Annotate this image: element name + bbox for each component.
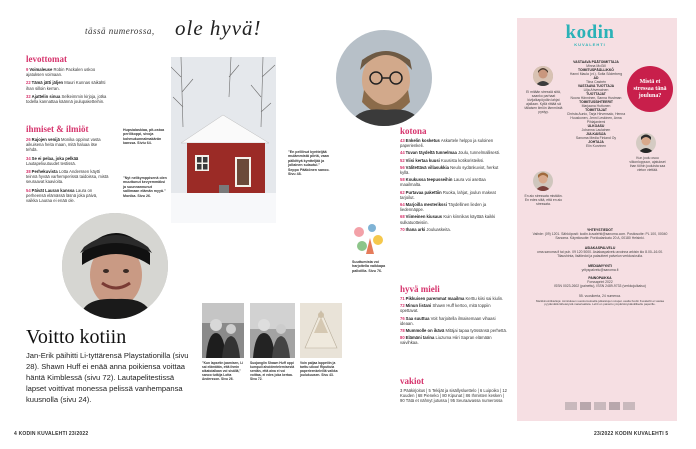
list-item[interactable]: 38Perhekuvista Lotta Anderssen käytti teinnä hyvää varhemperissä taidoissa, mistä seuraavat kaavioita.: [26, 169, 109, 185]
list-item[interactable]: 76Saa suuttua Voit harjoitella ilmaisemaan vihaasi ideaan.: [400, 315, 496, 326]
caption-shawn: Suojangiin Shawn Huff oppi kumpuli ahoidentelemisestä sentän, että aina ei voi voittaa, ei edes joka kertaa. Sivu 72.: [250, 361, 295, 381]
cert-icon: [623, 402, 635, 410]
footer-right: 23/2022 KODIN KUVALEHTI 5: [594, 431, 669, 437]
section-vakiot: [400, 376, 508, 404]
header: [85, 16, 285, 50]
avatar: [636, 133, 656, 153]
section-title: ihmiset & ilmiöt: [26, 124, 89, 134]
staff-quote-1: Ei mitään stressiä siitä, saanko parhaat kivijalkapöydän lahjat ajallaan. Kyllä riittää sä tällaisen ilmiön lämmöstä pystyy.: [524, 90, 563, 114]
feature-title: Voitto kotiin: [26, 326, 127, 348]
vakiot-list: 3 Pääkirjoitus | 5 Tekijät ja sisällysluettelo | 6 Luipoiko | 12 Kuuden | 68 Pieneko | 80 Kipunat | 86 Ihmisten kesken | 90 Tätä et nähnyt jutussa | 95 Seuraavassa numerossa: [400, 388, 507, 404]
feature-lead: Jan-Erik päihitti Li-tyttärensä Playstationilla (sivu 28). Shawn Huff ei enää anna poikiensa voittaa häntä Kimblessä (sivu 72). Lautapelitestissä lapset voittivat monessa pelissä vanhempansa kuusnolla (sivu 24).: [26, 351, 189, 404]
section-ihmiset: [26, 124, 110, 203]
paper-angels-photo: [300, 303, 342, 358]
cert-icon: [565, 402, 577, 410]
caption-crafts: Suuttumista voi harjoitella vaikkapa palloillla. Sivu 76.: [352, 260, 386, 273]
house-photo: [171, 57, 276, 223]
list-item[interactable]: 80Elämäni tarina Liuzuma Hiiri Sapran elämään vaivihkaa.: [400, 335, 492, 346]
masthead-staff: VASTAAVA PÄÄTOIMITTAJA Minna McGill TOIMITUSPÄÄLLIKKÖ Hanni Maula (vt.), Sofia Söderberg AD Tiina Castrén VASTAAVA TUOTTAJA Lilja Ahvenainen TUOTTAJAT Noora Hänninen, Sanna Hustman TOIMITUSSIHTEERIT Marjaana Huttunen TOIMITTAJAT Christa Aunio, Tarja Hirvensalo, Henna Huuskonen, Jenni Leskinen, Anna Pihlajaniemi ULKOASU Johanna Laulainen JULKAISIJA Sanoma Media Finland Oy JOHTAJA Elin Kurvinen: [566, 60, 626, 148]
portrait-woman-photo: [62, 213, 168, 319]
section-title: hyvä mieli: [400, 284, 440, 294]
badge-text: Mistä et stressaa tänä jouluna?: [633, 78, 667, 99]
list-item[interactable]: 56Välitettävä villasukkia Neulo sydänkuviot, herkut kyllä.: [400, 164, 499, 176]
list-item[interactable]: 54Päivät Lauran kanssa Laura on perheensä elämässä läsnä joka päivä, vaikka Lauraa ei enää ole.: [26, 187, 98, 204]
stress-badge: [627, 66, 673, 112]
list-item[interactable]: 72Minun listani Shawn Huff kertoo, mitä toppiin opettavat.: [400, 303, 491, 314]
list-item[interactable]: 32Ajattelin sinua Selkeimmin kirjoja, jotka todella kannattaa käännä joulupaketteihin.: [26, 93, 107, 105]
section-levottomat: [26, 54, 110, 104]
shawn-photo: [250, 303, 295, 358]
logo-subtitle: KUVALEHTI: [574, 42, 606, 47]
list-item[interactable]: 71Pikkuisen paremmat maailma Kerttu kiisi sai kiulin.: [400, 296, 504, 301]
certification-logos: [565, 402, 635, 410]
staff-quote-3: Kun joulu osuu viikonloppuun, ajatukset ihan töihin jouluista saa vieton viettää.: [629, 156, 666, 172]
footer-left: 4 KODIN KUVALEHTI 23/2022: [14, 431, 89, 437]
avatar: [533, 171, 553, 191]
caption-quote-house: "En pellilnut kyntteljää muiämmistä piirtä, vaan pälkittyä kyntteljää ja jollainen sulautui." Seppo Pääkönen sanoo. Sivu 48.: [288, 150, 330, 177]
crafts-illustration: [348, 220, 388, 258]
logo-text: kodin: [565, 22, 615, 43]
list-item[interactable]: 62Purtavaa pakettiin Ruoka, lahjat, joulun makeat tarjoilut.: [400, 189, 496, 200]
caption-lotta: "Kun lapsetin jaamisen, Li sai elämätän, että ihmin aikatoiallaan voi sisällä," sanoo tutkija Lotta Andersson. Sivu 26.: [202, 361, 244, 381]
list-item[interactable]: 64Marjoilla mesterikssi Täydellinen lieden ja liedennäppe.: [400, 202, 487, 213]
header-intro: tässä numerossa,: [85, 26, 155, 36]
kodin-logo: [560, 24, 620, 47]
section-title: kotona: [400, 126, 427, 136]
list-item[interactable]: 9Voimaleuse Robin Packalen uskoo ajatuksen voimaan.: [26, 67, 96, 78]
masthead-contact: YHTEYSTIEDOT Vaihde: (09) 1201. Sähköposti: kodin.kuvalehti@sanoma.com. Postiosoite: PL 100, 00040 Sanoma. Käyntiosoite: Porkkalankatu 20 A, 00180 Helsinki. ASIAKASPALVELU oma.sanoma.fi tai puh. 09 120 5000. Asiakaspalvelu avoinna arkisin klo 8.00–16.00. Tilaushinta, lisätiedot ja palautteet palvelun verkkosivulla. MEDIAMYYNTI yrityspalvelu@sanoma.fi PAINOPAIKKA Forssaprint 2022 ISSN 0023-2602 (painettu), ISSN 2489-9733 (verkkojulkaisu) 55. vuosikerta, 24 numeroa. Markkinointikieltoja: toimituksen suostumuksella julkaistujen sivujen osalta Kodin Kuvalehti ei vastaa pyytämättä lähetetystä materiaalista. Lehti on painettu ympäristöystävälliselle paperille.: [532, 228, 668, 307]
section-hyva-mieli: [400, 284, 508, 346]
list-item[interactable]: 26Rajojen venijä Monika oppinut vasta aikuisena heita maan, mitä haluaa itse tehdä.: [26, 137, 101, 153]
list-item[interactable]: 68Viimeinen kiusaus Kuin kiinnikas käyttää kaikki sulkatuotteisiin.: [400, 214, 496, 225]
caption-quote-monika: "Nyt nelikymppisenä olen muuttunut kevyemmäksi ja suunnannunut sallimaan elämän myyä." Monika. Sivu 26.: [123, 176, 167, 198]
family-photo: [202, 303, 244, 358]
caption-kodin-poimat: Hupsialaskiaa, pit-ostoa perilikoppi, sivoja kohmukunnalmakärän kanssa. Siviu 64.: [123, 128, 165, 146]
list-item[interactable]: 52Viisi kertaa kuusi Kuusista kotikoristeiksi.: [400, 157, 485, 163]
cert-icon: [580, 402, 592, 410]
list-item[interactable]: 58Koukussa teepusseihin Laura voi asettaa maailmalta.: [400, 177, 486, 188]
list-item[interactable]: 78Mummolle on ikävä Mitäjai tapaa työssänsä perhettä.: [400, 328, 507, 334]
list-item[interactable]: 44Tuvan täydeltä tunnelmaa Joulu, tunnelmallisesti.: [400, 150, 501, 156]
list-item[interactable]: 70Ihana arki Jouluaskeita.: [400, 226, 451, 232]
list-item[interactable]: 43Enkelin kosketus Askartele helppo ja suloinen paperienkeli.: [400, 138, 494, 149]
header-script: ole hyvä!: [175, 16, 262, 40]
portrait-man-photo: [336, 30, 432, 126]
list-item[interactable]: 22Tämä jätti jäljen Mauri Kunnas säikähti ihan silloin kerran.: [26, 80, 106, 91]
cert-icon: [609, 402, 621, 410]
list-item[interactable]: 34Se ei pelaa, joka pelkää Lautapeliuutuudet testissä.: [26, 155, 79, 166]
section-title: vakiot: [400, 376, 425, 386]
cert-icon: [594, 402, 606, 410]
staff-quote-2: En aio stressata mistään. En edes siitä, että en aio stressata.: [524, 194, 563, 206]
section-title: levottomat: [26, 54, 67, 64]
caption-paper: Voin paljaa lappetiin ja tarttu uikoa! Riputiuta paperieenkeleillä vaikka joulukuusen. Sivu 43.: [300, 361, 338, 377]
avatar: [533, 66, 553, 86]
section-kotona: [400, 126, 508, 232]
